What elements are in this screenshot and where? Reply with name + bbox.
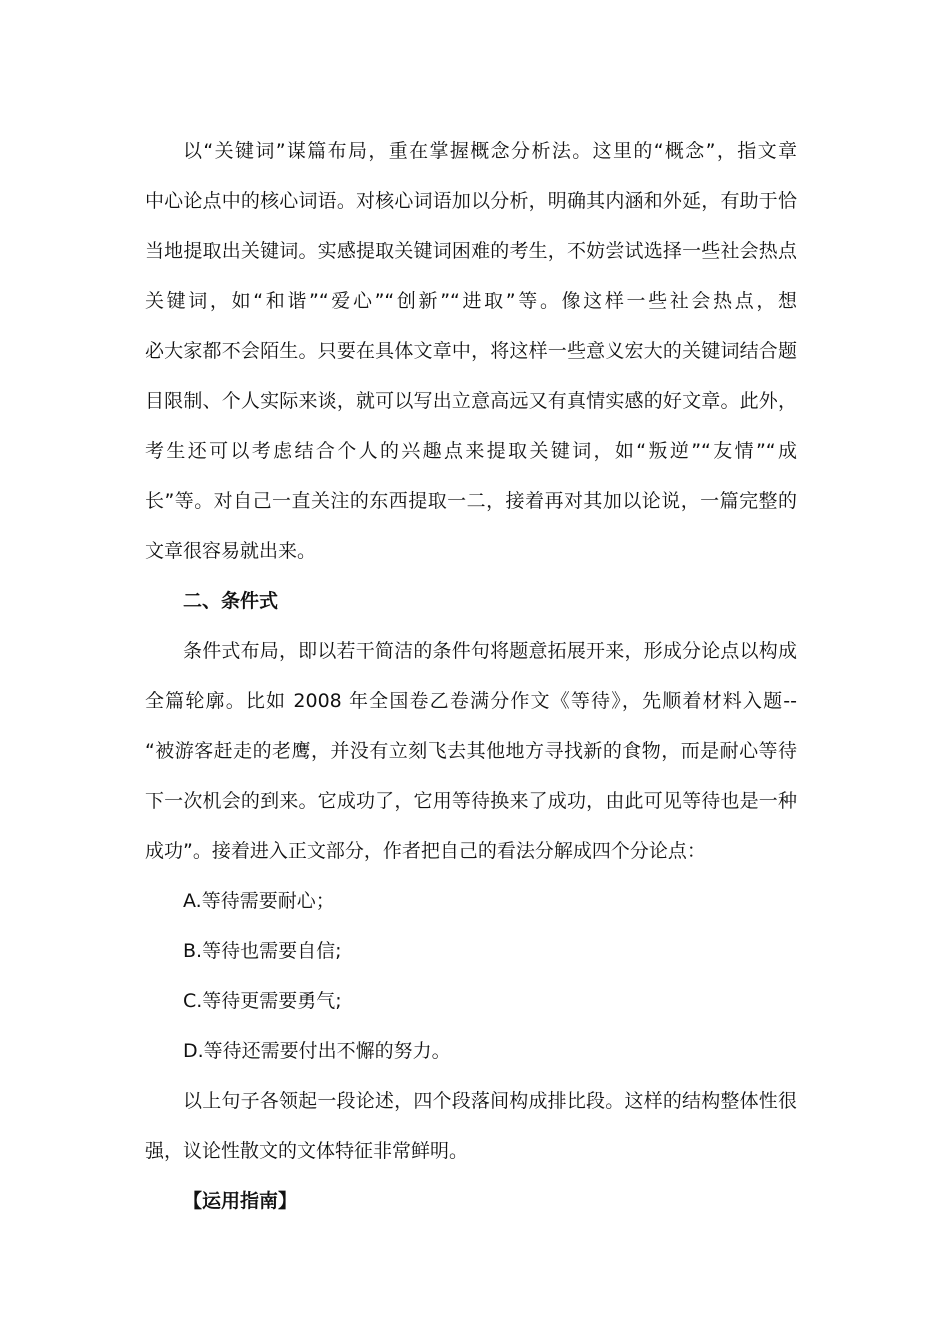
text-line: 目限制、个人实际来谈，就可以写出立意高远又有真情实感的好文章。此外， — [145, 390, 797, 412]
text-line: 关键词，如“和谐”“爱心”“创新”“进取”等。像这样一些社会热点，想 — [145, 290, 797, 312]
section-heading-condition: 二、条件式 — [183, 590, 279, 612]
text-line: 考生还可以考虑结合个人的兴趣点来提取关键词，如“叛逆”“友情”“成 — [145, 440, 797, 462]
paragraph-conclusion — [145, 1076, 797, 1176]
text-line: 当地提取出关键词。实感提取关键词困难的考生，不妨尝试选择一些社会热点 — [145, 240, 797, 262]
text-line: “被游客赶走的老鹰，并没有立刻飞去其他地方寻找新的食物，而是耐心等待 — [145, 740, 797, 762]
text-line: 以上句子各领起一段论述，四个段落间构成排比段。这样的结构整体性很 — [183, 1090, 797, 1112]
text-line: 强，议论性散文的文体特征非常鲜明。 — [145, 1140, 469, 1162]
text-line: 全篇轮廓。比如 2008 年全国卷乙卷满分作文《等待》，先顺着材料入题-- — [145, 690, 797, 712]
paragraph-condition-layout — [145, 626, 797, 876]
sub-point-item: A.等待需要耐心； — [183, 890, 335, 912]
text-line: 以“关键词”谋篇布局，重在掌握概念分析法。这里的“概念”，指文章 — [183, 140, 797, 162]
sub-point-item: B.等待也需要自信; — [183, 940, 342, 962]
text-line: 文章很容易就出来。 — [145, 540, 317, 562]
text-line: 必大家都不会陌生。只要在具体文章中，将这样一些意义宏大的关键词结合题 — [145, 340, 797, 362]
text-line: 条件式布局，即以若干简洁的条件句将题意拓展开来，形成分论点以构成 — [183, 640, 797, 662]
text-line: 下一次机会的到来。它成功了，它用等待换来了成功，由此可见等待也是一种 — [145, 790, 797, 812]
text-line: 成功”。接着进入正文部分，作者把自己的看法分解成四个分论点： — [145, 840, 706, 862]
text-line: 长”等。对自己一直关注的东西提取一二，接着再对其加以论说，一篇完整的 — [145, 490, 797, 512]
sub-point-item: D.等待还需要付出不懈的努力。 — [183, 1040, 451, 1062]
section-heading-guide: 【运用指南】 — [183, 1190, 298, 1212]
text-line: 中心论点中的核心词语。对核心词语加以分析，明确其内涵和外延，有助于恰 — [145, 190, 797, 212]
sub-point-item: C.等待更需要勇气; — [183, 990, 342, 1012]
sub-point-list — [145, 876, 797, 1076]
paragraph-keyword-layout — [145, 126, 797, 576]
document-body — [145, 126, 797, 1226]
